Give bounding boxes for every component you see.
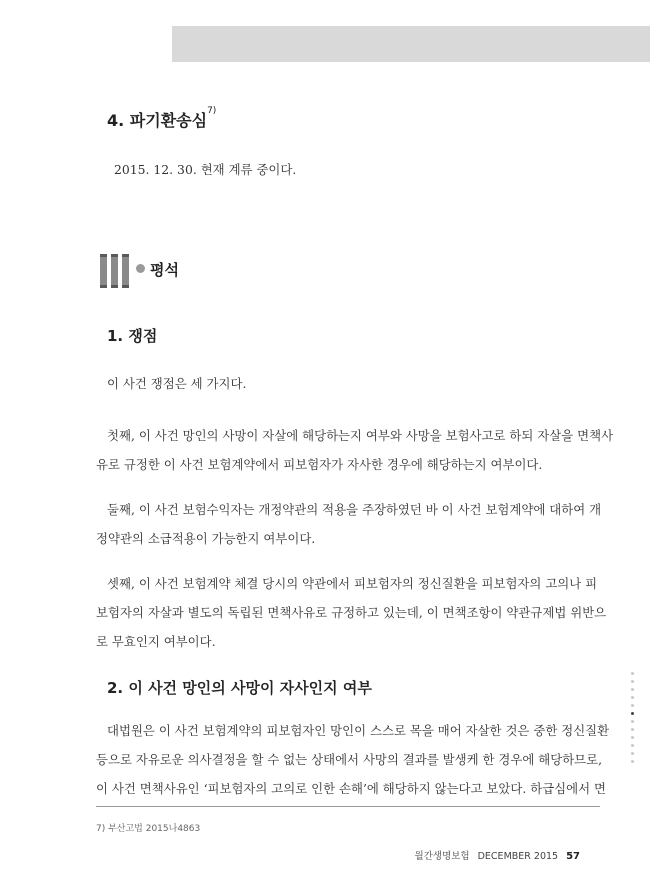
footnote: 7) 부산고법 2015나4863 — [96, 824, 201, 834]
roman-numeral-three-icon — [100, 254, 129, 288]
paragraph-line: 둘째, 이 사건 보험수익자는 개정약관의 적용을 주장하였던 바 이 사건 보험계약에 대하여 개 — [107, 502, 602, 517]
issue-label: DECEMBER 2015 — [477, 851, 559, 862]
paragraph-line: 로 무효인지 여부이다. — [96, 634, 216, 649]
footnote-divider — [96, 806, 600, 807]
paragraph-first — [96, 421, 614, 479]
subsection-heading-suicide: 2. 이 사건 망인의 사망이 자사인지 여부 — [107, 679, 372, 697]
paragraph-line: 정약관의 소급적용이 가능한지 여부이다. — [96, 531, 316, 546]
subsection-heading-issues: 1. 쟁점 — [107, 327, 158, 345]
footnote-marker[interactable]: 7) — [207, 106, 217, 116]
paragraph-line: 보험자의 자살과 별도의 독립된 면책사유로 규정하고 있는데, 이 면책조항이 약관규제법 위반으 — [96, 605, 607, 620]
paragraph-line: 유로 규정한 이 사건 보험계약에서 피보험자가 자사한 경우에 해당하는지 여부이다. — [96, 457, 543, 472]
bullet-dot-icon — [136, 264, 145, 273]
section-heading — [107, 108, 216, 131]
paragraph-third — [96, 569, 607, 656]
current-page-dot — [631, 712, 634, 715]
paragraph-second — [96, 495, 600, 553]
magazine-name: 월간생명보험 — [414, 851, 470, 862]
paragraph-line: 대법원은 이 사건 보험계약의 피보험자인 망인이 스스로 목을 매어 자살한 것은 중한 정신질환 — [107, 723, 610, 738]
part-title: 평석 — [150, 261, 179, 279]
paragraph-line: 셋째, 이 사건 보험계약 체결 당시의 약관에서 피보험자의 정신질환을 피보험자의 고의나 피 — [107, 576, 598, 591]
paragraph-line: 등으로 자유로운 의사결정을 할 수 없는 상태에서 사망의 결과를 발생케 한 경우에 해당하므로, — [96, 752, 603, 767]
paragraph-line: 이 사건 면책사유인 ‘피보험자의 고의로 인한 손해’에 해당하지 않는다고 보았다. 하급심에서 면 — [96, 781, 606, 796]
intro-paragraph: 이 사건 쟁점은 세 가지다. — [107, 376, 247, 391]
page-indicator-dots — [631, 672, 634, 763]
page-footer — [415, 848, 580, 862]
paragraph-line: 첫째, 이 사건 망인의 사망이 자살에 해당하는지 여부와 사망을 보험사고로 하되 자살을 면책사 — [107, 428, 614, 443]
header-bar — [172, 26, 650, 62]
status-line: 2015. 12. 30. 현재 계류 중이다. — [114, 162, 297, 177]
page-number: 57 — [566, 851, 580, 862]
section-heading-text: 4. 파기환송심 — [107, 111, 208, 130]
paragraph-fourth — [96, 716, 610, 803]
